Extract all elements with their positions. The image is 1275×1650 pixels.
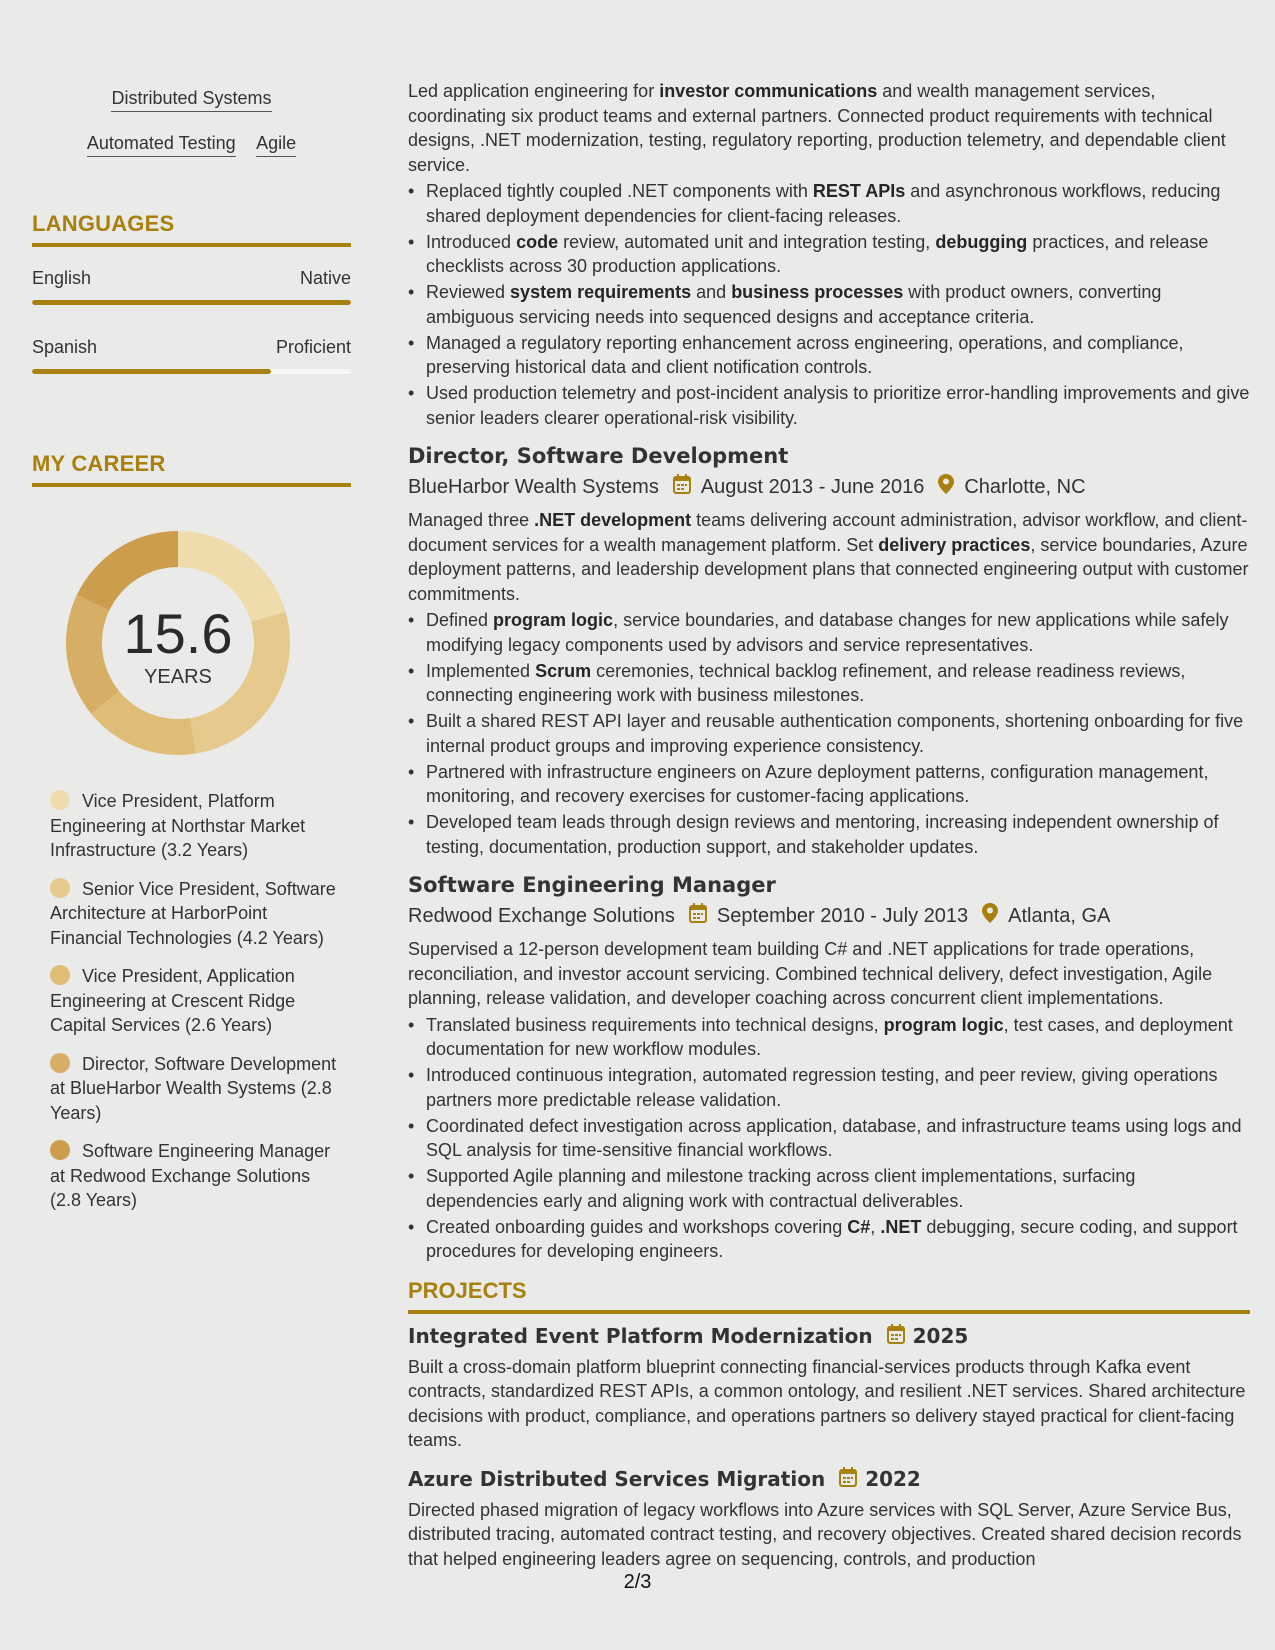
languages-title: LANGUAGES (32, 211, 351, 247)
career-legend-item (50, 877, 340, 951)
project-heading (408, 1324, 1250, 1349)
skill-tag: Automated Testing (87, 133, 236, 157)
career-legend-item (50, 789, 340, 863)
job-title: Software Engineering Manager (408, 873, 776, 897)
donut-center (66, 531, 290, 755)
bullet-item: • Partnered with infrastructure engineers on Azure deployment patterns, configuration management, monitoring, and recovery exercises for customer-facing applications. (408, 760, 1250, 809)
bullet-item: • Managed a regulatory reporting enhancement across engineering, operations, and compliance, preserving historical data and client notification controls. (408, 331, 1250, 380)
legend-label: Software Engineering Manager at Redwood Exchange Solutions (2.8 Years) (50, 1141, 331, 1210)
calendar-icon (689, 903, 707, 929)
calendar-icon (887, 1324, 905, 1349)
previous-role-bullets (408, 179, 1250, 430)
language-level: Proficient (275, 337, 351, 357)
bullet-item: • Translated business requirements into technical designs, program logic, test cases, and deployment documentation for new workflow modules. (408, 1013, 1250, 1062)
job-title: Director, Software Development (408, 444, 789, 468)
language-bar (32, 300, 351, 305)
legend-dot (50, 965, 70, 985)
skill-tag: Distributed Systems (111, 88, 271, 112)
job-meta (408, 903, 1250, 929)
language-name: English (32, 268, 92, 288)
job-dates: September 2010 - July 2013 (716, 904, 969, 927)
bullet-item: • Reviewed system requirements and business processes with product owners, converting ambiguous servicing needs into sequenced designs and acceptance criteria. (408, 280, 1250, 329)
job-bullets (408, 1013, 1250, 1264)
legend-label: Director, Software Development at BlueHarbor Wealth Systems (2.8 Years) (50, 1053, 337, 1123)
project-description: Directed phased migration of legacy workflows into Azure services with SQL Server, Azure Service Bus, distributed tracing, automated contract testing, and recovery objectives. Created shared decision records that helped engineering leaders agree on sequencing, controls, and production (408, 1499, 1242, 1569)
project-heading (408, 1467, 1250, 1492)
language-level: Native (299, 268, 351, 288)
career-legend-item (50, 1139, 340, 1213)
main-content (408, 79, 1250, 1571)
career-title: MY CAREER (32, 451, 351, 487)
bullet-item: • Coordinated defect investigation across application, database, and infrastructure teams using logs and SQL analysis for time-sensitive financial workflows. (408, 1114, 1250, 1163)
job-company: BlueHarbor Wealth Systems (408, 475, 659, 498)
legend-dot (50, 1053, 70, 1073)
language-name: Spanish (32, 337, 98, 357)
legend-label: Senior Vice President, Software Architecture at HarborPoint Financial Technologies (4.2 Years) (50, 878, 336, 948)
project-year: 2025 (912, 1324, 969, 1348)
previous-role-summary: Led application engineering for investor communications and wealth management services, coordinating six product teams and external partners. Connected product requirements with technical designs, .NET modernization, testing, regulatory reporting, production telemetry, and dependable client service. (408, 81, 1226, 175)
project-name: Azure Distributed Services Migration (408, 1467, 826, 1491)
career-legend (50, 789, 340, 1227)
language-spanish (32, 337, 351, 374)
bullet-item: • Developed team leads through design reviews and mentoring, increasing independent ownership of testing, documentation, production support, and stakeholder updates. (408, 810, 1250, 859)
bullet-item: • Used production telemetry and post-incident analysis to prioritize error-handling improvements and give senior leaders clearer operational-risk visibility. (408, 381, 1250, 430)
career-legend-item (50, 1052, 340, 1126)
legend-dot (50, 1140, 70, 1160)
bullet-item: • Replaced tightly coupled .NET components with REST APIs and asynchronous workflows, reducing shared deployment dependencies for client-facing releases. (408, 179, 1250, 228)
bullet-item: • Supported Agile planning and milestone tracking across client implementations, surfacing dependencies early and aligning work with contractual deliverables. (408, 1164, 1250, 1213)
bullet-item: • Introduced code review, automated unit and integration testing, debugging practices, and release checklists across 30 production applications. (408, 230, 1250, 279)
bullet-item: • Built a shared REST API layer and reusable authentication components, shortening onboarding for five internal product groups and improving experience consistency. (408, 709, 1250, 758)
language-bar-fill (32, 300, 351, 305)
career-legend-item (50, 964, 340, 1038)
project-name: Integrated Event Platform Modernization (408, 1324, 873, 1348)
location-pin-icon (982, 903, 998, 929)
career-donut-chart (66, 531, 290, 755)
job-location: Atlanta, GA (1008, 904, 1111, 927)
legend-label: Vice President, Platform Engineering at Northstar Market Infrastructure (3.2 Years) (50, 791, 306, 860)
bullet-item: • Implemented Scrum ceremonies, technical backlog refinement, and release readiness reviews, connecting engineering work with business milestones. (408, 659, 1250, 708)
skill-tag: Agile (256, 133, 296, 157)
legend-dot (50, 878, 70, 898)
bullet-item: • Created onboarding guides and workshops covering C#, .NET debugging, secure coding, and support procedures for developing engineers. (408, 1215, 1250, 1264)
job-dates: August 2013 - June 2016 (700, 475, 925, 498)
job-summary: Supervised a 12-person development team building C# and .NET applications for trade operations, reconciliation, and investor account servicing. Combined technical delivery, defect investigation, Agile planning, release validation, and developer coaching across concurrent client implementations. (408, 939, 1213, 1008)
calendar-icon (839, 1467, 857, 1492)
legend-label: Vice President, Application Engineering at Crescent Ridge Capital Services (2.6 Years) (50, 966, 296, 1035)
career-total-years: 15.6 (123, 602, 233, 665)
job-meta (408, 474, 1250, 500)
job-company: Redwood Exchange Solutions (408, 904, 675, 927)
job-location: Charlotte, NC (964, 475, 1086, 498)
bullet-item: • Introduced continuous integration, automated regression testing, and peer review, giving operations partners more predictable release validation. (408, 1063, 1250, 1112)
language-bar-fill (32, 369, 271, 374)
legend-dot (50, 790, 70, 810)
project-description: Built a cross-domain platform blueprint connecting financial-services products through Kafka event contracts, standardized REST APIs, a common ontology, and resilient .NET services. Shared architecture decisions with product, compliance, and operations partners so delivery stayed practical for client-facing teams. (408, 1356, 1246, 1450)
bullet-item: • Defined program logic, service boundaries, and database changes for new applications while safely modifying legacy components used by advisors and service representatives. (408, 608, 1250, 657)
skills-row-2 (32, 133, 351, 157)
location-pin-icon (938, 474, 954, 500)
language-bar (32, 369, 351, 374)
job-bullets (408, 608, 1250, 859)
job-summary: Managed three .NET development teams delivering account administration, advisor workflow, and client-document services for a wealth management platform. Set delivery practices, service boundaries, Azure deployment patterns, and leadership development plans that connected engineering output with customer commitments. (408, 510, 1249, 604)
skills-row-1 (32, 88, 351, 112)
career-years-unit: YEARS (144, 666, 212, 688)
language-english (32, 268, 351, 305)
projects-title: PROJECTS (408, 1278, 1250, 1314)
calendar-icon (673, 474, 691, 500)
project-year: 2022 (865, 1467, 921, 1491)
page-number: 2/3 (623, 1571, 652, 1593)
